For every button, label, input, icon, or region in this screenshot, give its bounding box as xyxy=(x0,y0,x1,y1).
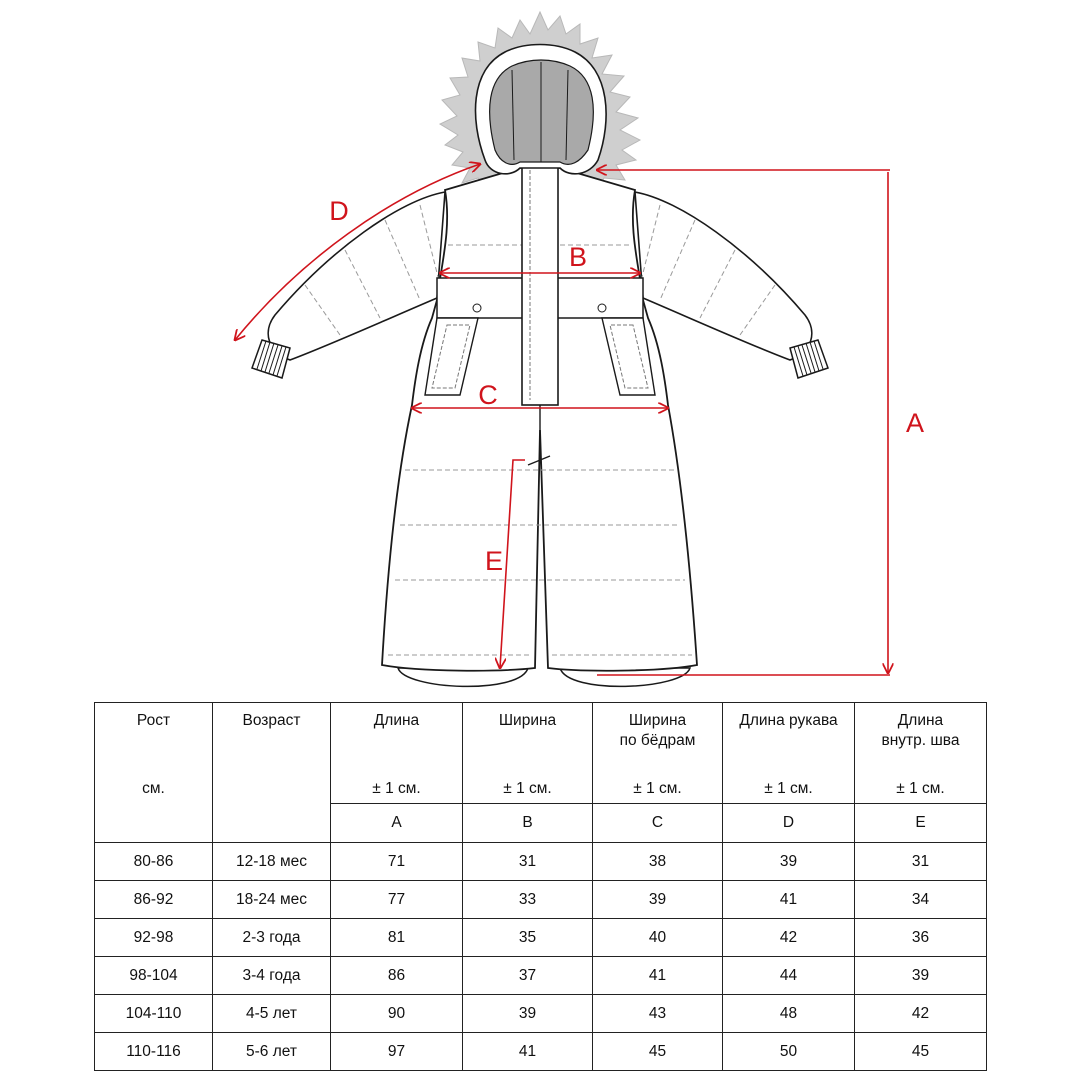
header-title: Длина xyxy=(897,712,944,729)
header-tolerance: ± 1 см. xyxy=(633,780,682,797)
table-row xyxy=(95,1033,987,1071)
cell-e: 34 xyxy=(855,881,987,919)
header-length xyxy=(331,703,463,804)
measure-label-b: B xyxy=(568,242,588,272)
cell-b: 31 xyxy=(463,843,593,881)
cell-a: 71 xyxy=(331,843,463,881)
header-width xyxy=(463,703,593,804)
cell-height: 92-98 xyxy=(95,919,213,957)
table-header-row xyxy=(95,703,987,804)
cell-c: 40 xyxy=(593,919,723,957)
cell-c: 38 xyxy=(593,843,723,881)
measure-label-d: D xyxy=(329,196,349,226)
cell-c: 39 xyxy=(593,881,723,919)
cell-b: 37 xyxy=(463,957,593,995)
header-title: Длина рукава xyxy=(739,712,838,729)
cell-age: 12-18 мес xyxy=(213,843,331,881)
right-cuff xyxy=(790,340,828,378)
header-sleeve-length xyxy=(723,703,855,804)
header-subtitle: внутр. шва xyxy=(881,732,960,749)
cell-d: 42 xyxy=(723,919,855,957)
header-title: Ширина xyxy=(628,712,687,729)
cell-c: 43 xyxy=(593,995,723,1033)
cell-a: 77 xyxy=(331,881,463,919)
size-table xyxy=(94,702,987,1071)
header-hip-width xyxy=(593,703,723,804)
cell-age: 3-4 года xyxy=(213,957,331,995)
header-unit: см. xyxy=(142,780,165,797)
cell-c: 41 xyxy=(593,957,723,995)
header-tolerance: ± 1 см. xyxy=(372,780,421,797)
cell-e: 45 xyxy=(855,1033,987,1071)
header-tolerance: ± 1 см. xyxy=(764,780,813,797)
table-row xyxy=(95,843,987,881)
cell-age: 4-5 лет xyxy=(213,995,331,1033)
cell-height: 98-104 xyxy=(95,957,213,995)
header-title: Рост xyxy=(136,712,171,729)
cell-b: 35 xyxy=(463,919,593,957)
cell-b: 39 xyxy=(463,995,593,1033)
table-row xyxy=(95,957,987,995)
header-height xyxy=(95,703,213,843)
header-title: Возраст xyxy=(242,712,301,729)
letter-b: B xyxy=(463,804,593,843)
cell-d: 44 xyxy=(723,957,855,995)
measure-label-c: C xyxy=(478,380,498,410)
cell-a: 86 xyxy=(331,957,463,995)
header-age xyxy=(213,703,331,843)
measure-label-e: E xyxy=(484,546,504,576)
cell-age: 18-24 мес xyxy=(213,881,331,919)
cell-e: 42 xyxy=(855,995,987,1033)
cell-age: 5-6 лет xyxy=(213,1033,331,1071)
cell-height: 80-86 xyxy=(95,843,213,881)
cell-height: 86-92 xyxy=(95,881,213,919)
table-row xyxy=(95,995,987,1033)
letter-c: C xyxy=(593,804,723,843)
cell-d: 50 xyxy=(723,1033,855,1071)
cell-e: 36 xyxy=(855,919,987,957)
cell-age: 2-3 года xyxy=(213,919,331,957)
letter-e: E xyxy=(855,804,987,843)
cell-height: 110-116 xyxy=(95,1033,213,1071)
right-sleeve xyxy=(635,192,812,360)
table-row xyxy=(95,881,987,919)
header-title: Длина xyxy=(373,712,420,729)
cell-a: 97 xyxy=(331,1033,463,1071)
cell-c: 45 xyxy=(593,1033,723,1071)
cell-d: 48 xyxy=(723,995,855,1033)
header-subtitle: по бёдрам xyxy=(619,732,696,749)
header-tolerance: ± 1 см. xyxy=(503,780,552,797)
letter-a: A xyxy=(331,804,463,843)
cell-d: 39 xyxy=(723,843,855,881)
left-cuff xyxy=(252,340,290,378)
cell-a: 81 xyxy=(331,919,463,957)
cell-b: 33 xyxy=(463,881,593,919)
header-tolerance: ± 1 см. xyxy=(896,780,945,797)
cell-d: 41 xyxy=(723,881,855,919)
cell-e: 31 xyxy=(855,843,987,881)
cell-height: 104-110 xyxy=(95,995,213,1033)
cell-a: 90 xyxy=(331,995,463,1033)
cell-b: 41 xyxy=(463,1033,593,1071)
header-title: Ширина xyxy=(498,712,557,729)
letter-d: D xyxy=(723,804,855,843)
header-inseam xyxy=(855,703,987,804)
measure-label-a: A xyxy=(905,408,925,438)
table-row xyxy=(95,919,987,957)
cell-e: 39 xyxy=(855,957,987,995)
